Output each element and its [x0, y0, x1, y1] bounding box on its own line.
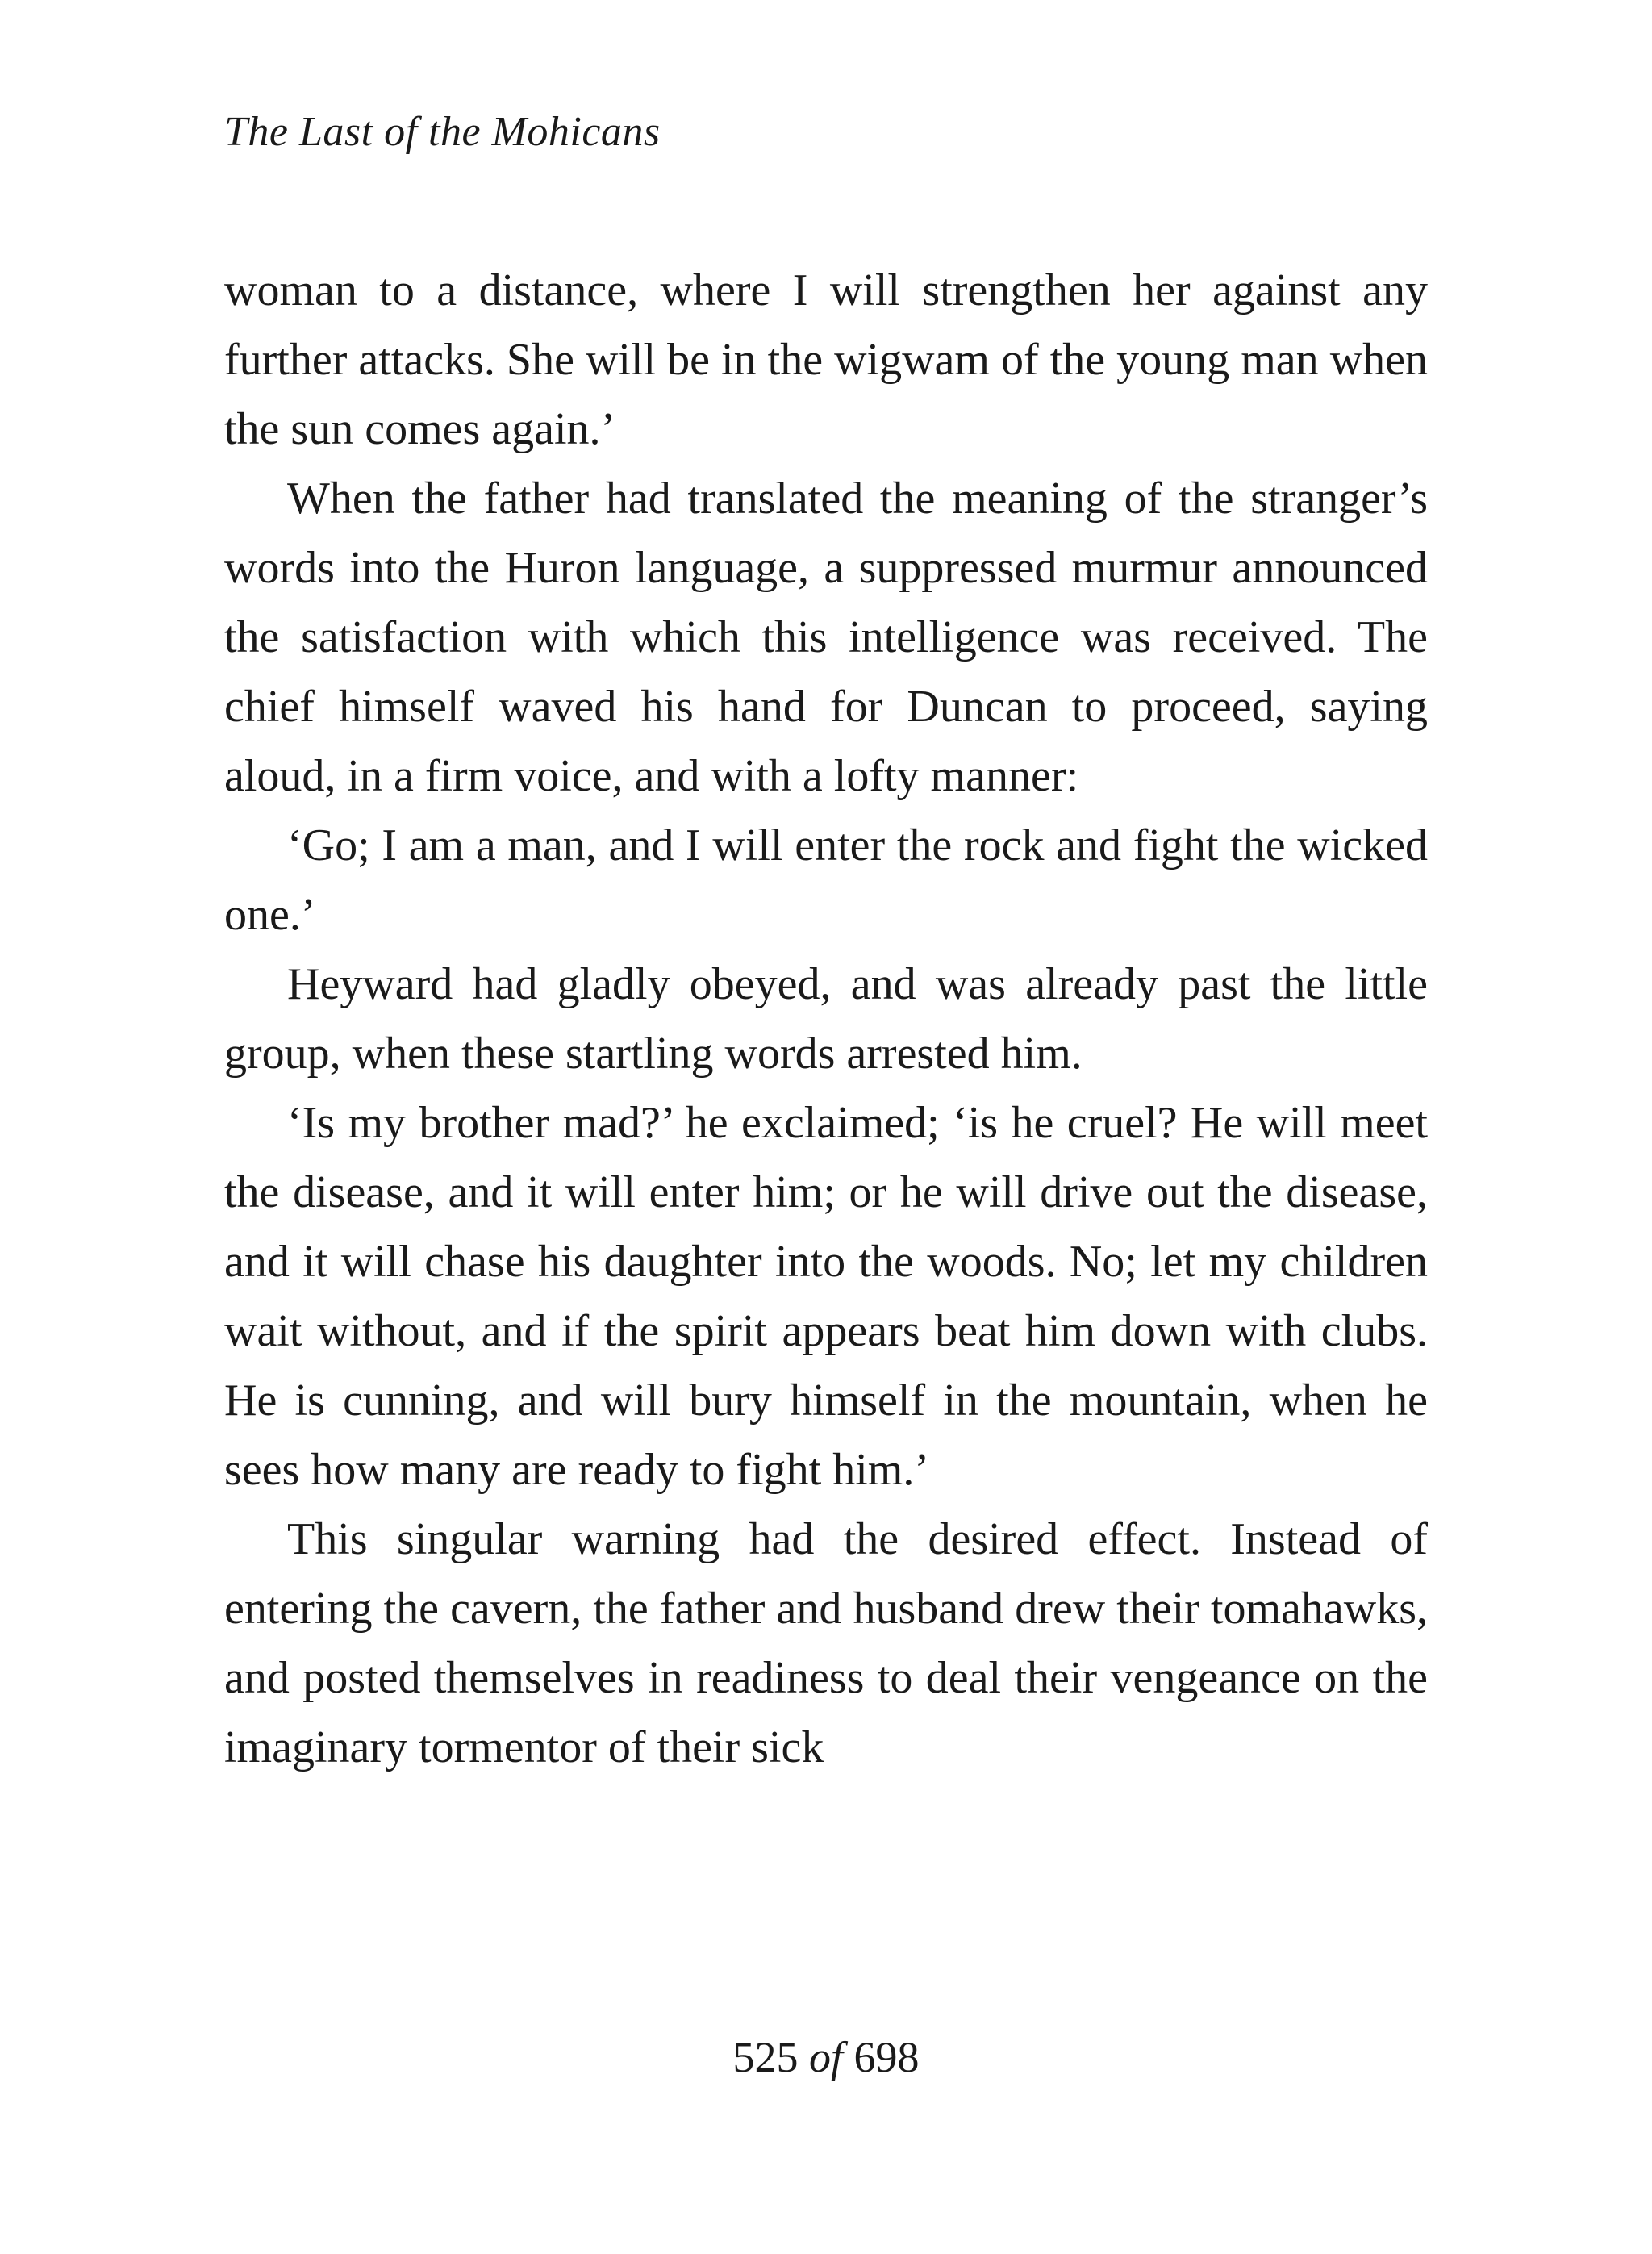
paragraph: ‘Is my brother mad?’ he exclaimed; ‘is he cruel? He will meet the disease, and it will enter him; or he will drive out the disease, and it will chase his daughter into the woods. No; let my children wait without, and if the spirit appears beat him down with clubs. He is cunning, and will bury himself in the mountain, when he sees how many are ready to fight him.’ [224, 1098, 1428, 1495]
body-text [224, 256, 1428, 1782]
paragraph: This singular warning had the desired effect. Instead of entering the cavern, the father and husband drew their tomahawks, and posted themselves in readiness to deal their vengeance on the imaginary tormentor of their sick [224, 1514, 1428, 1772]
running-title: The Last of the Mohicans [224, 109, 661, 155]
page-of-label: of [808, 2033, 843, 2081]
total-page-count: 698 [853, 2033, 920, 2081]
paragraph: Heyward had gladly obeyed, and was already past the little group, when these startling words arrested him. [224, 959, 1428, 1079]
paragraph-continued: woman to a distance, where I will strengthen her against any further attacks. She will be in the wigwam of the young man when the sun comes again.’ [224, 265, 1428, 454]
paragraph: When the father had translated the meaning of the stranger’s words into the Huron language, a suppressed murmur announced the satisfaction with which this intelligence was received. The chief himself waved his hand for Duncan to proceed, saying aloud, in a firm voice, and with a lofty manner: [224, 474, 1428, 801]
current-page-number: 525 [732, 2033, 799, 2081]
page-number [0, 2028, 1652, 2086]
paragraph: ‘Go; I am a man, and I will enter the rock and fight the wicked one.’ [224, 820, 1428, 940]
